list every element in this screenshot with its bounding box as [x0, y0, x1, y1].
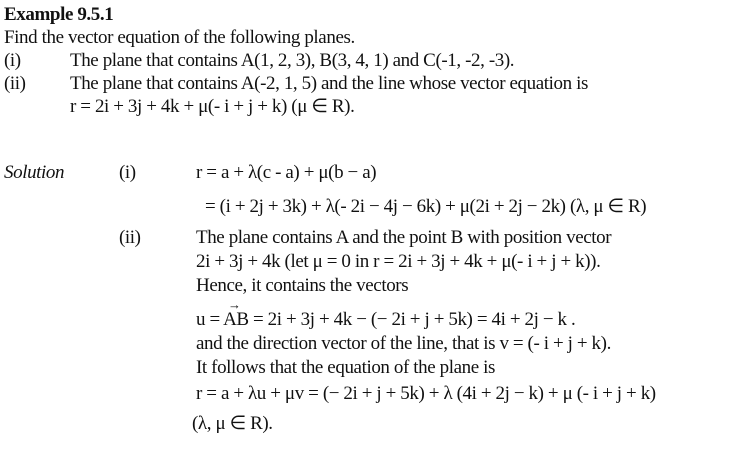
solution-2-line-5: and the direction vector of the line, that is v = (- i + j + k).	[196, 333, 611, 354]
question-2-text: The plane that contains A(-2, 1, 5) and the line whose vector equation is	[70, 73, 588, 94]
solution-2-line-2: 2i + 3j + 4k (let μ = 0 in r = 2i + 3j + 4k + μ(- i + j + k)).	[196, 251, 601, 272]
solution-1-line-2: = (i + 2j + 3k) + λ(- 2i − 4j − 6k) + μ(2i + 2j − 2k) (λ, μ ∈ R)	[205, 196, 647, 217]
solution-label: Solution	[4, 162, 65, 183]
solution-2-line-7: r = a + λu + μv = (− 2i + j + 5k) + λ (4i + 2j − k) + μ (- i + j + k)	[196, 383, 656, 404]
solution-2-line-4: u = AB = 2i + 3j + 4k − (− 2i + j + 5k) = 4i + 2j − k .	[196, 309, 576, 330]
question-2-equation: r = 2i + 3j + 4k + μ(- i + j + k) (μ ∈ R).	[70, 96, 355, 117]
solution-2-line-8: (λ, μ ∈ R).	[192, 413, 273, 434]
solution-2-line-3: Hence, it contains the vectors	[196, 275, 409, 296]
intro-text: Find the vector equation of the following planes.	[4, 27, 355, 48]
solution-2-line-1: The plane contains A and the point B with position vector	[196, 227, 612, 248]
solution-2-line-6: It follows that the equation of the plane is	[196, 357, 495, 378]
solution-1-line-1: r = a + λ(c - a) + μ(b − a)	[196, 162, 377, 183]
question-1-number: (i)	[4, 50, 21, 71]
question-1-text: The plane that contains A(1, 2, 3), B(3, 4, 1) and C(-1, -2, -3).	[70, 50, 515, 71]
example-title: Example 9.5.1	[4, 4, 114, 25]
solution-part-1-number: (i)	[119, 162, 136, 183]
vector-arrow-icon: →	[228, 297, 241, 312]
question-2-number: (ii)	[4, 73, 26, 94]
solution-part-2-number: (ii)	[119, 227, 141, 248]
